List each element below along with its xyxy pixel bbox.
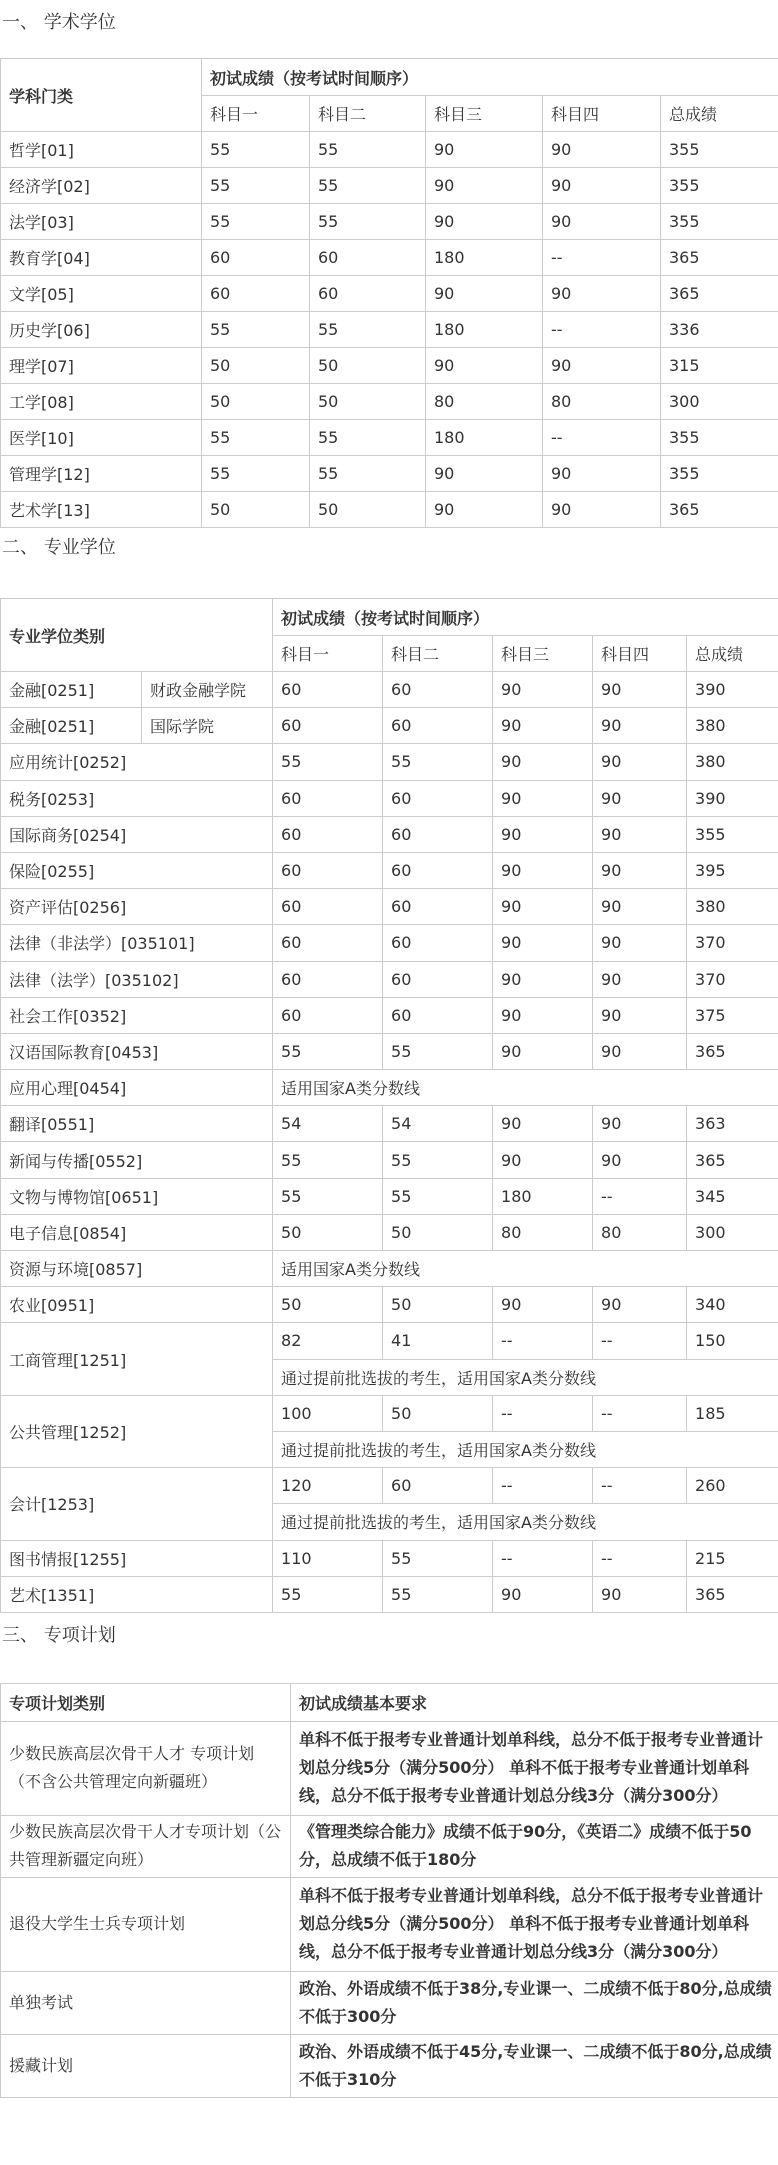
score-subject-1: 55 (273, 1033, 383, 1069)
table-row (1, 1287, 778, 1323)
score-subject-2: 55 (310, 204, 426, 240)
score-subject-3: 90 (426, 204, 543, 240)
table-row (1, 780, 778, 816)
header-subject-3: 科目三 (426, 96, 543, 132)
score-subject-2: 55 (310, 312, 426, 348)
score-total: 380 (687, 744, 778, 780)
header-total: 总成绩 (661, 96, 778, 132)
section-title-academic: 一、 学术学位 (2, 12, 116, 33)
score-subject-4: 90 (593, 961, 687, 997)
category-name: 医学[10] (1, 420, 202, 456)
score-subject-2: 60 (383, 852, 493, 888)
score-subject-1: 55 (202, 168, 310, 204)
category-name: 国际商务[0254] (1, 816, 273, 852)
score-total: 365 (687, 1142, 778, 1178)
score-subject-2: 60 (383, 961, 493, 997)
special-plan-table (0, 1683, 778, 2098)
score-total: 390 (687, 780, 778, 816)
header-requirement: 初试成绩基本要求 (291, 1683, 778, 1721)
score-subject-3: 90 (493, 889, 593, 925)
score-total: 355 (687, 816, 778, 852)
score-subject-1: 55 (202, 456, 310, 492)
score-subject-4: -- (593, 1540, 687, 1576)
score-subject-2: 55 (383, 1576, 493, 1612)
table-row (1, 276, 778, 312)
plan-category: 少数民族高层次骨干人才 专项计划 （不含公共管理定向新疆班） (1, 1721, 291, 1815)
academic-degree-table (0, 58, 778, 528)
score-total: 365 (687, 1033, 778, 1069)
score-subject-2: 60 (383, 925, 493, 961)
score-subject-3: 90 (426, 492, 543, 528)
score-subject-2: 50 (383, 1395, 493, 1431)
score-subject-4: -- (593, 1468, 687, 1504)
score-subject-4: 90 (593, 1576, 687, 1612)
score-total: 390 (687, 672, 778, 708)
score-subject-3: 90 (493, 961, 593, 997)
score-subject-4: 90 (593, 852, 687, 888)
score-total: 315 (661, 348, 778, 384)
header-category: 专业学位类别 (1, 599, 273, 672)
table-row (1, 1971, 778, 2034)
score-subject-1: 50 (273, 1214, 383, 1250)
score-subject-2: 60 (310, 276, 426, 312)
table-row (1, 312, 778, 348)
table-row (1, 1540, 778, 1576)
score-total: 355 (661, 456, 778, 492)
category-name: 新闻与传播[0552] (1, 1142, 273, 1178)
category-name: 历史学[06] (1, 312, 202, 348)
category-name: 会计[1253] (1, 1468, 273, 1540)
score-subject-1: 60 (273, 852, 383, 888)
score-subject-2: 60 (383, 672, 493, 708)
score-subject-4: 90 (593, 925, 687, 961)
score-subject-3: 90 (493, 852, 593, 888)
score-line-note: 适用国家A类分数线 (273, 1070, 778, 1106)
score-total: 355 (661, 420, 778, 456)
score-total: 365 (661, 492, 778, 528)
score-subject-4: 90 (593, 708, 687, 744)
table-row (1, 132, 778, 168)
score-total: 336 (661, 312, 778, 348)
score-subject-3: 90 (493, 744, 593, 780)
score-total: 370 (687, 961, 778, 997)
category-name: 应用统计[0252] (1, 744, 273, 780)
score-total: 215 (687, 1540, 778, 1576)
header-total: 总成绩 (687, 636, 778, 672)
score-subject-3: 90 (426, 276, 543, 312)
plan-category: 少数民族高层次骨干人才专项计划（公共管理新疆定向班） (1, 1815, 291, 1877)
score-subject-4: 90 (593, 816, 687, 852)
score-subject-3: 90 (493, 925, 593, 961)
score-subject-2: 60 (383, 1468, 493, 1504)
score-subject-2: 60 (383, 708, 493, 744)
score-subject-1: 60 (273, 780, 383, 816)
score-subject-1: 120 (273, 1468, 383, 1504)
score-subject-3: 90 (426, 456, 543, 492)
category-name: 法律（非法学）[035101] (1, 925, 273, 961)
score-subject-1: 50 (273, 1287, 383, 1323)
score-subject-2: 60 (383, 997, 493, 1033)
score-subject-4: 90 (593, 997, 687, 1033)
score-subject-2: 41 (383, 1323, 493, 1359)
score-subject-2: 55 (310, 420, 426, 456)
score-subject-4: 90 (543, 132, 661, 168)
score-subject-1: 55 (202, 312, 310, 348)
score-subject-3: 80 (493, 1214, 593, 1250)
score-subject-3: 180 (493, 1178, 593, 1214)
score-total: 370 (687, 925, 778, 961)
category-name: 翻译[0551] (1, 1106, 273, 1142)
score-total: 300 (661, 384, 778, 420)
score-subject-1: 60 (202, 276, 310, 312)
table-row (1, 492, 778, 528)
table-row (1, 456, 778, 492)
score-subject-1: 55 (273, 1178, 383, 1214)
score-subject-4: -- (593, 1395, 687, 1431)
header-subject-1: 科目一 (273, 636, 383, 672)
category-name: 法学[03] (1, 204, 202, 240)
category-name: 教育学[04] (1, 240, 202, 276)
score-subject-2: 50 (310, 348, 426, 384)
score-subject-1: 60 (273, 889, 383, 925)
score-subject-4: 90 (543, 456, 661, 492)
score-subject-4: 90 (593, 1033, 687, 1069)
table-row (1, 1395, 778, 1431)
score-subject-1: 60 (273, 672, 383, 708)
score-subject-2: 60 (383, 816, 493, 852)
score-subject-1: 55 (202, 132, 310, 168)
score-total: 340 (687, 1287, 778, 1323)
section-title-professional: 二、 专业学位 (2, 537, 116, 558)
score-total: 365 (687, 1576, 778, 1612)
score-subject-4: 90 (593, 780, 687, 816)
score-subject-2: 60 (383, 889, 493, 925)
score-subject-3: 90 (493, 780, 593, 816)
header-subject-4: 科目四 (593, 636, 687, 672)
score-subject-4: 90 (593, 1287, 687, 1323)
score-subject-3: 90 (493, 1106, 593, 1142)
category-name: 应用心理[0454] (1, 1070, 273, 1106)
score-subject-3: 80 (426, 384, 543, 420)
category-name: 公共管理[1252] (1, 1395, 273, 1467)
plan-category: 援藏计划 (1, 2034, 291, 2097)
table-row (1, 1721, 778, 1815)
header-category: 学科门类 (1, 59, 202, 132)
score-subject-4: 90 (593, 744, 687, 780)
score-subject-2: 60 (383, 780, 493, 816)
score-total: 355 (661, 204, 778, 240)
score-subject-3: 90 (426, 132, 543, 168)
score-subject-1: 100 (273, 1395, 383, 1431)
plan-category: 单独考试 (1, 1971, 291, 2034)
category-name: 工商管理[1251] (1, 1323, 273, 1395)
score-line-note: 通过提前批选拔的考生，适用国家A类分数线 (273, 1431, 778, 1467)
table-row (1, 1033, 778, 1069)
table-row (1, 1877, 778, 1971)
score-subject-4: 90 (543, 348, 661, 384)
table-row (1, 348, 778, 384)
plan-requirement: 政治、外语成绩不低于45分,专业课一、二成绩不低于80分,总成绩不低于310分 (291, 2034, 778, 2097)
table-row (1, 384, 778, 420)
score-total: 185 (687, 1395, 778, 1431)
category-name: 社会工作[0352] (1, 997, 273, 1033)
score-line-note: 通过提前批选拔的考生，适用国家A类分数线 (273, 1359, 778, 1395)
category-name: 文学[05] (1, 276, 202, 312)
score-subject-3: -- (493, 1540, 593, 1576)
table-row (1, 1214, 778, 1250)
score-subject-4: 90 (593, 1106, 687, 1142)
score-subject-4: -- (593, 1178, 687, 1214)
header-subject-3: 科目三 (493, 636, 593, 672)
table-row (1, 1468, 778, 1504)
table-row (1, 204, 778, 240)
score-subject-3: 90 (493, 708, 593, 744)
table-row (1, 420, 778, 456)
score-subject-4: 90 (543, 168, 661, 204)
header-subject-1: 科目一 (202, 96, 310, 132)
header-subject-2: 科目二 (310, 96, 426, 132)
score-subject-1: 60 (273, 708, 383, 744)
score-subject-4: 90 (593, 1142, 687, 1178)
score-subject-3: 90 (493, 997, 593, 1033)
score-subject-1: 60 (273, 997, 383, 1033)
category-name: 电子信息[0854] (1, 1214, 273, 1250)
table-row (1, 852, 778, 888)
score-total: 300 (687, 1214, 778, 1250)
header-plan-category: 专项计划类别 (1, 1683, 291, 1721)
category-name: 艺术学[13] (1, 492, 202, 528)
score-subject-1: 55 (273, 1576, 383, 1612)
score-subject-1: 50 (202, 384, 310, 420)
table-row (1, 1815, 778, 1877)
table-row (1, 1178, 778, 1214)
score-subject-1: 50 (202, 492, 310, 528)
category-name: 文物与博物馆[0651] (1, 1178, 273, 1214)
section-title-special: 三、 专项计划 (2, 1624, 116, 1646)
score-subject-4: 90 (593, 889, 687, 925)
score-subject-3: 90 (426, 168, 543, 204)
score-subject-1: 50 (202, 348, 310, 384)
category-name: 资产评估[0256] (1, 889, 273, 925)
score-subject-3: -- (493, 1395, 593, 1431)
score-line-note: 适用国家A类分数线 (273, 1251, 778, 1287)
score-subject-1: 55 (273, 744, 383, 780)
score-subject-1: 55 (273, 1142, 383, 1178)
score-subject-1: 110 (273, 1540, 383, 1576)
score-subject-4: 80 (543, 384, 661, 420)
score-total: 355 (661, 132, 778, 168)
category-name: 艺术[1351] (1, 1576, 273, 1612)
score-subject-2: 55 (383, 744, 493, 780)
score-subject-3: 180 (426, 312, 543, 348)
score-subject-3: 90 (493, 816, 593, 852)
score-subject-2: 54 (383, 1106, 493, 1142)
table-row (1, 961, 778, 997)
category-name: 哲学[01] (1, 132, 202, 168)
score-subject-2: 55 (310, 132, 426, 168)
score-subject-3: 90 (493, 1142, 593, 1178)
score-total: 365 (661, 240, 778, 276)
score-subject-2: 55 (310, 168, 426, 204)
score-subject-4: 80 (593, 1214, 687, 1250)
table-row (1, 708, 778, 744)
school-name: 财政金融学院 (142, 672, 273, 708)
score-subject-1: 60 (273, 961, 383, 997)
category-name: 理学[07] (1, 348, 202, 384)
score-subject-3: -- (493, 1468, 593, 1504)
category-name: 金融[0251] (1, 708, 142, 744)
header-prelim: 初试成绩（按考试时间顺序） (202, 59, 778, 96)
table-row (1, 997, 778, 1033)
category-name: 税务[0253] (1, 780, 273, 816)
plan-requirement: 单科不低于报考专业普通计划单科线，总分不低于报考专业普通计划总分线5分（满分500分） 单科不低于报考专业普通计划单科线，总分不低于报考专业普通计划总分线3分（满分300分） (291, 1877, 778, 1971)
score-subject-2: 50 (310, 492, 426, 528)
score-subject-4: -- (593, 1323, 687, 1359)
category-name: 工学[08] (1, 384, 202, 420)
table-row (1, 1070, 778, 1106)
score-total: 355 (661, 168, 778, 204)
category-name: 汉语国际教育[0453] (1, 1033, 273, 1069)
score-subject-3: 90 (426, 348, 543, 384)
score-subject-2: 55 (383, 1178, 493, 1214)
score-subject-4: 90 (593, 672, 687, 708)
plan-category: 退役大学生士兵专项计划 (1, 1877, 291, 1971)
score-subject-3: 90 (493, 672, 593, 708)
score-subject-3: 90 (493, 1033, 593, 1069)
score-subject-1: 55 (202, 420, 310, 456)
score-subject-4: -- (543, 312, 661, 348)
score-subject-3: -- (493, 1323, 593, 1359)
score-subject-2: 50 (383, 1214, 493, 1250)
table-row (1, 240, 778, 276)
school-name: 国际学院 (142, 708, 273, 744)
table-row (1, 816, 778, 852)
score-total: 260 (687, 1468, 778, 1504)
table-row (1, 168, 778, 204)
score-total: 363 (687, 1106, 778, 1142)
score-subject-2: 50 (310, 384, 426, 420)
score-total: 365 (661, 276, 778, 312)
score-total: 345 (687, 1178, 778, 1214)
score-subject-2: 60 (310, 240, 426, 276)
table-row (1, 2034, 778, 2097)
category-name: 经济学[02] (1, 168, 202, 204)
score-subject-4: -- (543, 240, 661, 276)
table-row (1, 1323, 778, 1359)
score-total: 380 (687, 708, 778, 744)
category-name: 图书情报[1255] (1, 1540, 273, 1576)
score-line-note: 通过提前批选拔的考生，适用国家A类分数线 (273, 1504, 778, 1540)
score-subject-1: 55 (202, 204, 310, 240)
score-subject-3: 180 (426, 240, 543, 276)
table-row (1, 744, 778, 780)
table-row (1, 1142, 778, 1178)
score-subject-4: 90 (543, 492, 661, 528)
score-subject-4: 90 (543, 276, 661, 312)
table-row (1, 1251, 778, 1287)
score-total: 395 (687, 852, 778, 888)
header-prelim: 初试成绩（按考试时间顺序） (273, 599, 778, 636)
score-subject-1: 60 (202, 240, 310, 276)
score-subject-1: 82 (273, 1323, 383, 1359)
score-subject-3: 90 (493, 1576, 593, 1612)
score-subject-4: -- (543, 420, 661, 456)
category-name: 资源与环境[0857] (1, 1251, 273, 1287)
score-subject-2: 55 (383, 1033, 493, 1069)
category-name: 农业[0951] (1, 1287, 273, 1323)
score-subject-2: 50 (383, 1287, 493, 1323)
score-subject-3: 180 (426, 420, 543, 456)
score-total: 380 (687, 889, 778, 925)
score-subject-4: 90 (543, 204, 661, 240)
score-subject-3: 90 (493, 1287, 593, 1323)
score-total: 150 (687, 1323, 778, 1359)
score-subject-2: 55 (310, 456, 426, 492)
category-name: 金融[0251] (1, 672, 142, 708)
score-subject-1: 60 (273, 925, 383, 961)
header-subject-4: 科目四 (543, 96, 661, 132)
plan-requirement: 单科不低于报考专业普通计划单科线，总分不低于报考专业普通计划总分线5分（满分500分） 单科不低于报考专业普通计划单科线，总分不低于报考专业普通计划总分线3分（满分300分） (291, 1721, 778, 1815)
category-name: 管理学[12] (1, 456, 202, 492)
plan-requirement: 政治、外语成绩不低于38分,专业课一、二成绩不低于80分,总成绩不低于300分 (291, 1971, 778, 2034)
score-total: 375 (687, 997, 778, 1033)
table-row (1, 889, 778, 925)
table-row (1, 925, 778, 961)
score-subject-1: 54 (273, 1106, 383, 1142)
score-subject-1: 60 (273, 816, 383, 852)
header-subject-2: 科目二 (383, 636, 493, 672)
score-subject-2: 55 (383, 1540, 493, 1576)
professional-degree-table (0, 598, 778, 1613)
table-row (1, 672, 778, 708)
table-row (1, 1576, 778, 1612)
category-name: 保险[0255] (1, 852, 273, 888)
category-name: 法律（法学）[035102] (1, 961, 273, 997)
score-subject-2: 55 (383, 1142, 493, 1178)
plan-requirement: 《管理类综合能力》成绩不低于90分，《英语二》成绩不低于50分，总成绩不低于180分 (291, 1815, 778, 1877)
table-row (1, 1106, 778, 1142)
